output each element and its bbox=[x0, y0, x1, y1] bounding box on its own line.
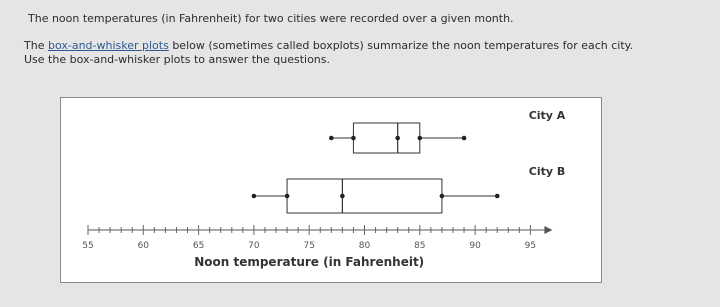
problem-description bbox=[24, 39, 633, 67]
city-b-q1-point bbox=[285, 194, 290, 199]
city-a-label: City A bbox=[528, 109, 566, 122]
city-b-min-point bbox=[252, 194, 257, 199]
city-b-label: City B bbox=[528, 165, 566, 178]
x-axis-label: Noon temperature (in Fahrenheit) bbox=[194, 255, 425, 269]
x-tick-label: 70 bbox=[248, 241, 260, 251]
x-tick-label: 65 bbox=[192, 241, 205, 251]
boxplot-panel bbox=[60, 97, 602, 283]
x-tick-label: 95 bbox=[524, 241, 537, 251]
city-b-q3-point bbox=[440, 194, 445, 199]
city-b-box bbox=[287, 179, 442, 213]
city-b-median-point bbox=[340, 194, 345, 199]
x-tick-label: 80 bbox=[358, 241, 371, 251]
desc-text-line2: Use the box-and-whisker plots to answer the questions. bbox=[24, 53, 331, 66]
x-tick-label: 90 bbox=[469, 241, 481, 251]
x-tick-label: 60 bbox=[137, 241, 150, 251]
desc-text-after: below (sometimes called boxplots) summarize the noon temperatures for each city. bbox=[168, 39, 634, 52]
x-axis-arrow bbox=[544, 226, 552, 234]
city-a-q1-point bbox=[351, 136, 356, 141]
x-tick-label: 55 bbox=[82, 241, 94, 251]
boxplot-chart bbox=[61, 98, 601, 282]
city-a-box bbox=[353, 123, 419, 153]
city-b-max-point bbox=[495, 194, 500, 199]
problem-intro-text: The noon temperatures (in Fahrenheit) for two cities were recorded over a given month. bbox=[28, 12, 514, 25]
city-a-q3-point bbox=[418, 136, 423, 141]
city-a-median-point bbox=[395, 136, 400, 141]
x-tick-label: 85 bbox=[414, 241, 426, 251]
desc-text-before: The bbox=[24, 39, 48, 52]
box-and-whisker-plots-link[interactable]: box-and-whisker plots bbox=[47, 39, 169, 52]
city-a-min-point bbox=[329, 136, 334, 141]
city-a-max-point bbox=[462, 136, 467, 141]
x-tick-label: 75 bbox=[303, 241, 315, 251]
